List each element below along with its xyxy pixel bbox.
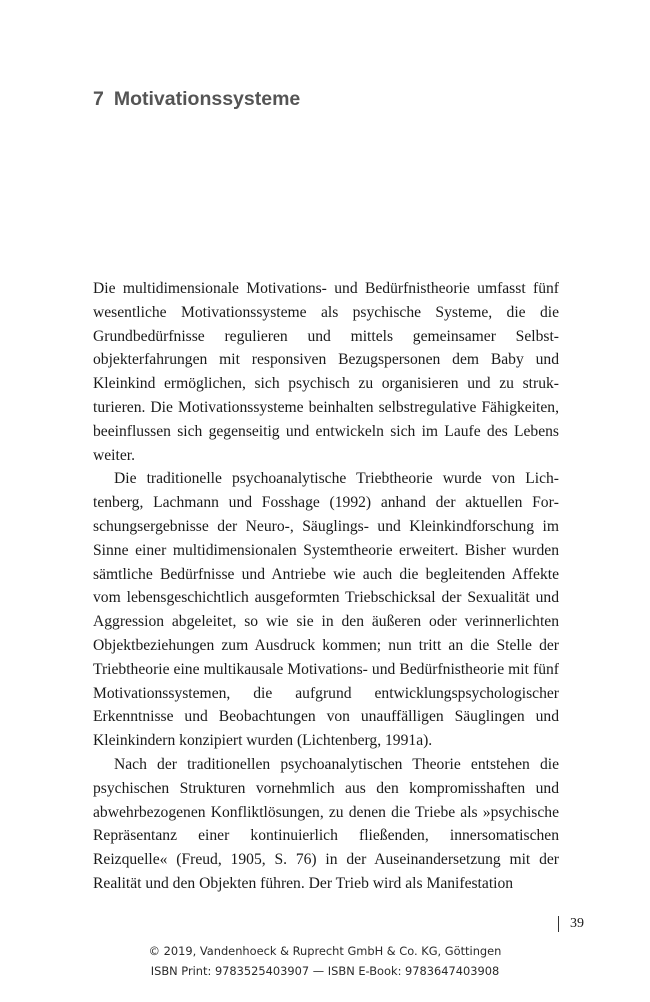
chapter-number: 7: [93, 88, 104, 110]
chapter-title-text: Motivationssysteme: [113, 88, 301, 110]
page-number-separator: [558, 916, 559, 932]
footer: [0, 941, 650, 981]
page-number-value: 39: [570, 916, 584, 931]
body-text: [93, 277, 559, 896]
footer-isbn: ISBN Print: 9783525403907 — ISBN E-Book: 9783647403908: [150, 964, 500, 978]
paragraph: Die multidimensionale Motivations- und Bedürfnistheorie umfasst fünf wesentliche Motivationssysteme als psychische Systeme, die die Grundbedürfnisse regulieren und mittels gemeinsamer Selbstobjekterfahrungen mit responsiven Bezugspersonen dem Baby und Kleinkind ermöglichen, sich psychisch zu organisieren und zu strukturieren. Die Motivationssysteme beinhalten selbstregulative Fähigkeiten, beeinflussen sich gegenseitig und entwickeln sich im Laufe des Lebens weiter.: [93, 280, 559, 464]
chapter-title: [93, 88, 300, 111]
paragraph: Nach der traditionellen psychoanalytischen Theorie entstehen die psychischen Strukturen vornehmlich aus den kompromisshaften und abwehrbezogenen Konfliktlösungen, zu denen die Triebe als »psychische Repräsentanz einer kontinuierlich fließenden, innersomatischen Reizquelle« (Freud, 1905, S. 76) in der Auseinandersetzung mit der Realität und den Objekten führen. Der Trieb wird als Manifestation: [93, 755, 559, 892]
page-number: [558, 916, 584, 932]
footer-copyright: © 2019, Vandenhoeck & Ruprecht GmbH & Co. KG, Göttingen: [148, 944, 502, 958]
paragraph: Die traditionelle psychoanalytische Triebtheorie wurde von Lichtenberg, Lachmann und Fosshage (1992) anhand der aktuellen Forschungsergebnisse der Neuro-, Säuglings- und Kleinkindforschung im Sinne einer multidimensionalen Systemtheorie erweitert. Bisher wurden sämtliche Bedürfnisse und Antriebe wie auch die begleitenden Affekte vom lebensgeschichtlich ausgeformten Triebschicksal der Sexualität und Aggression abgeleitet, so wie sie in den äußeren oder verinnerlichten Objektbeziehungen zum Ausdruck kommen; nun tritt an die Stelle der Triebtheorie eine multikausale Motivations- und Bedürfnistheorie mit fünf Motivationssystemen, die aufgrund entwicklungspsychologischer Erkenntnisse und Beobachtungen von unauffälligen Säuglingen und Kleinkindern konzipiert wurden (Lichtenberg, 1991a).: [93, 470, 559, 750]
